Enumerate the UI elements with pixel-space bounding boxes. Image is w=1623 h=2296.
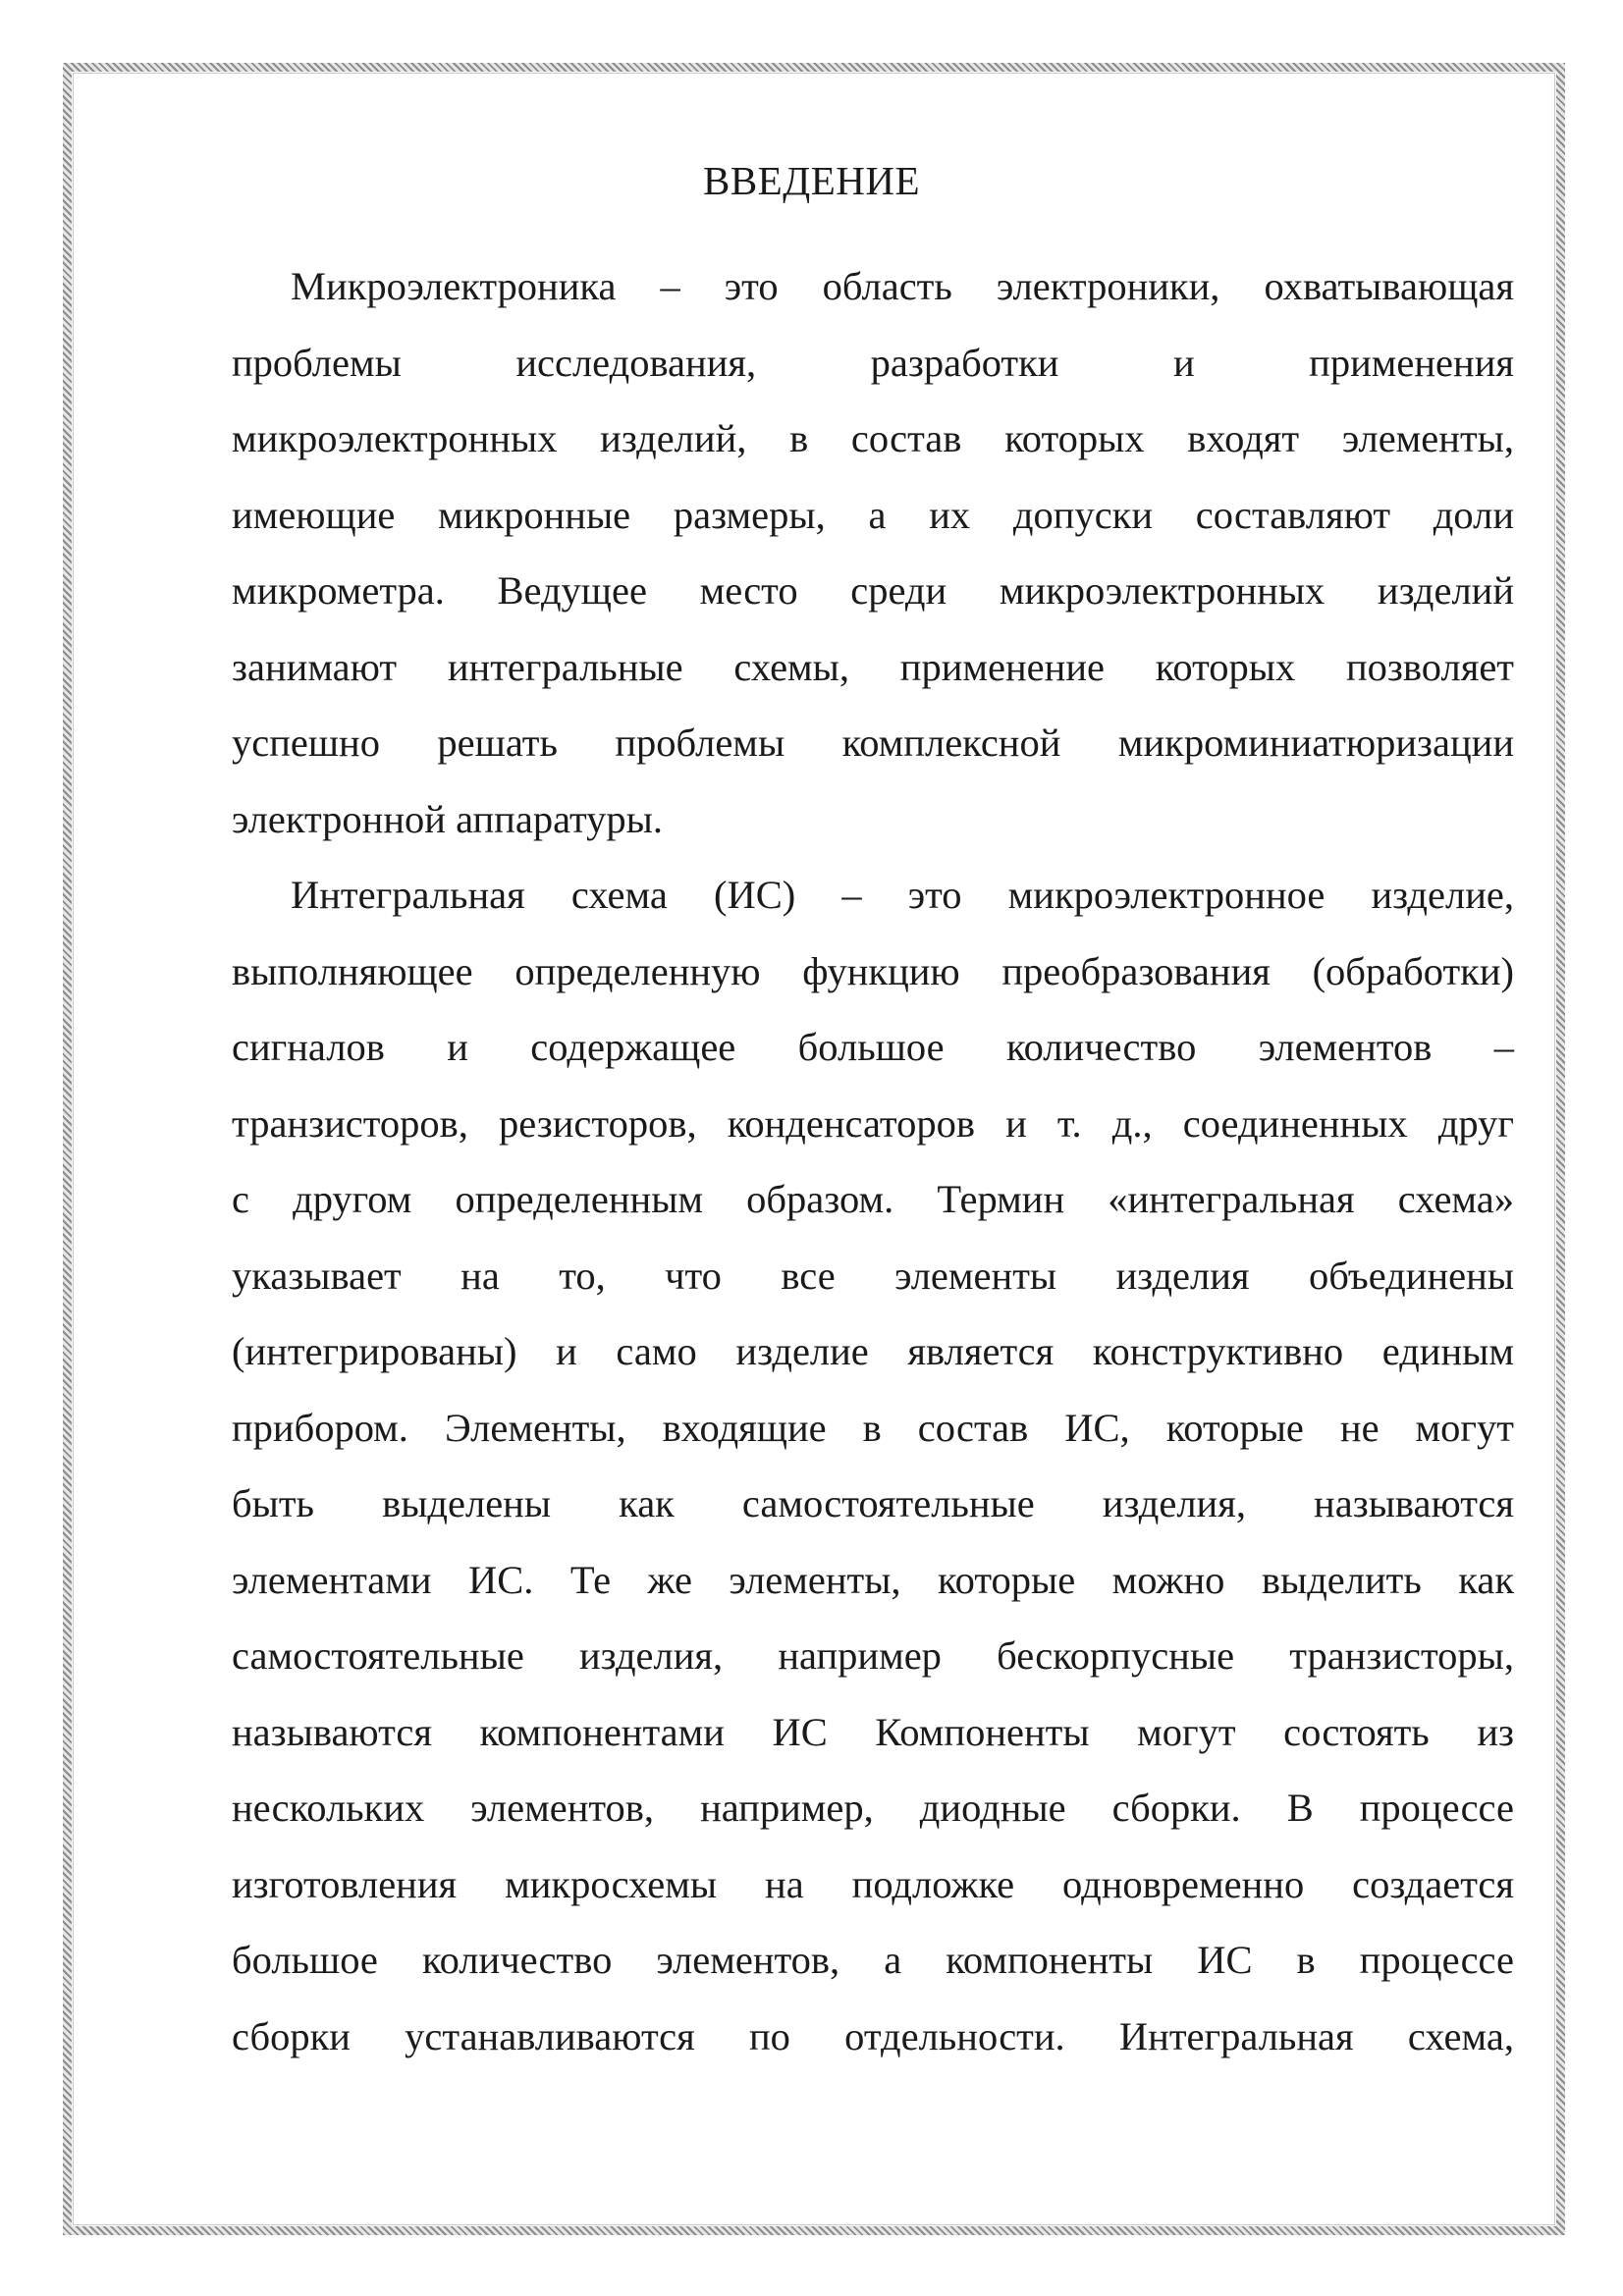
text-line: [232, 1857, 1514, 1934]
text-line: [232, 1705, 1514, 1782]
body-text: [232, 259, 1514, 2085]
text-line: [232, 868, 1514, 944]
text-line-content: сигналов и содержащее большое количество элементов –: [232, 1025, 1514, 1069]
text-line-content: микроэлектронных изделий, в состав которых входят элементы,: [232, 416, 1514, 460]
text-line: [232, 792, 1514, 869]
text-line: [232, 259, 1514, 336]
text-line-content: выполняющее определенную функцию преобразования (обработки): [232, 948, 1514, 993]
text-line: [232, 716, 1514, 792]
text-line-content: имеющие микронные размеры, а их допуски составляют доли: [232, 492, 1514, 537]
text-line-content: (интегрированы) и само изделие является конструктивно единым: [232, 1329, 1514, 1373]
text-line-content: элементами ИС. Те же элементы, которые можно выделить как: [232, 1557, 1514, 1602]
text-line: [232, 1172, 1514, 1249]
text-line: [232, 488, 1514, 564]
text-line-content: электронной аппаратуры.: [232, 796, 664, 841]
text-line: [232, 640, 1514, 717]
text-line-content: с другом определенным образом. Термин «интегральная схема»: [232, 1177, 1514, 1221]
text-line: [232, 1324, 1514, 1401]
text-line-content: Микроэлектроника – это область электроники, охватывающая: [291, 264, 1514, 308]
text-line-content: большое количество элементов, а компоненты ИС в процессе: [232, 1938, 1514, 1982]
text-line: [232, 1096, 1514, 1173]
text-line: [232, 1933, 1514, 2009]
text-line-content: транзисторов, резисторов, конденсаторов и т. д., соединенных друг: [232, 1100, 1514, 1146]
text-line: [232, 1553, 1514, 1629]
text-line: [232, 1249, 1514, 1325]
text-line-content: называются компонентами ИС Компоненты могут состоять из: [232, 1709, 1514, 1754]
text-line-content: успешно решать проблемы комплексной микроминиатюризации: [232, 721, 1514, 765]
text-line: [232, 1629, 1514, 1705]
text-line-content: Интегральная схема (ИС) – это микроэлектронное изделие,: [291, 873, 1514, 917]
text-line: [232, 1476, 1514, 1553]
text-line-content: быть выделены как самостоятельные изделия, называются: [232, 1481, 1514, 1525]
text-line: [232, 1020, 1514, 1096]
text-line: [232, 944, 1514, 1021]
text-line: [232, 563, 1514, 640]
text-line: [232, 1781, 1514, 1857]
text-line-content: микрометра. Ведущее место среди микроэлектронных изделий: [232, 568, 1514, 613]
text-line-content: занимают интегральные схемы, применение которых позволяет: [232, 644, 1514, 689]
section-heading: ВВЕДЕНИЕ: [702, 158, 920, 203]
text-line-content: прибором. Элементы, входящие в состав ИС, которые не могут: [232, 1405, 1514, 1450]
text-line-content: нескольких элементов, например, диодные сборки. В процессе: [232, 1786, 1514, 1830]
text-line-content: указывает на то, что все элементы изделия объединены: [232, 1253, 1514, 1298]
text-line-content: проблемы исследования, разработки и применения: [232, 340, 1514, 385]
text-line: [232, 336, 1514, 412]
text-line: [232, 1401, 1514, 1477]
text-line-content: сборки устанавливаются по отдельности. Интегральная схема,: [232, 2013, 1514, 2058]
text-line-content: изготовления микросхемы на подложке одновременно создается: [232, 1861, 1514, 1906]
text-line-content: самостоятельные изделия, например бескорпусные транзисторы,: [232, 1633, 1514, 1678]
text-line: [232, 411, 1514, 488]
text-line: [232, 2009, 1514, 2086]
